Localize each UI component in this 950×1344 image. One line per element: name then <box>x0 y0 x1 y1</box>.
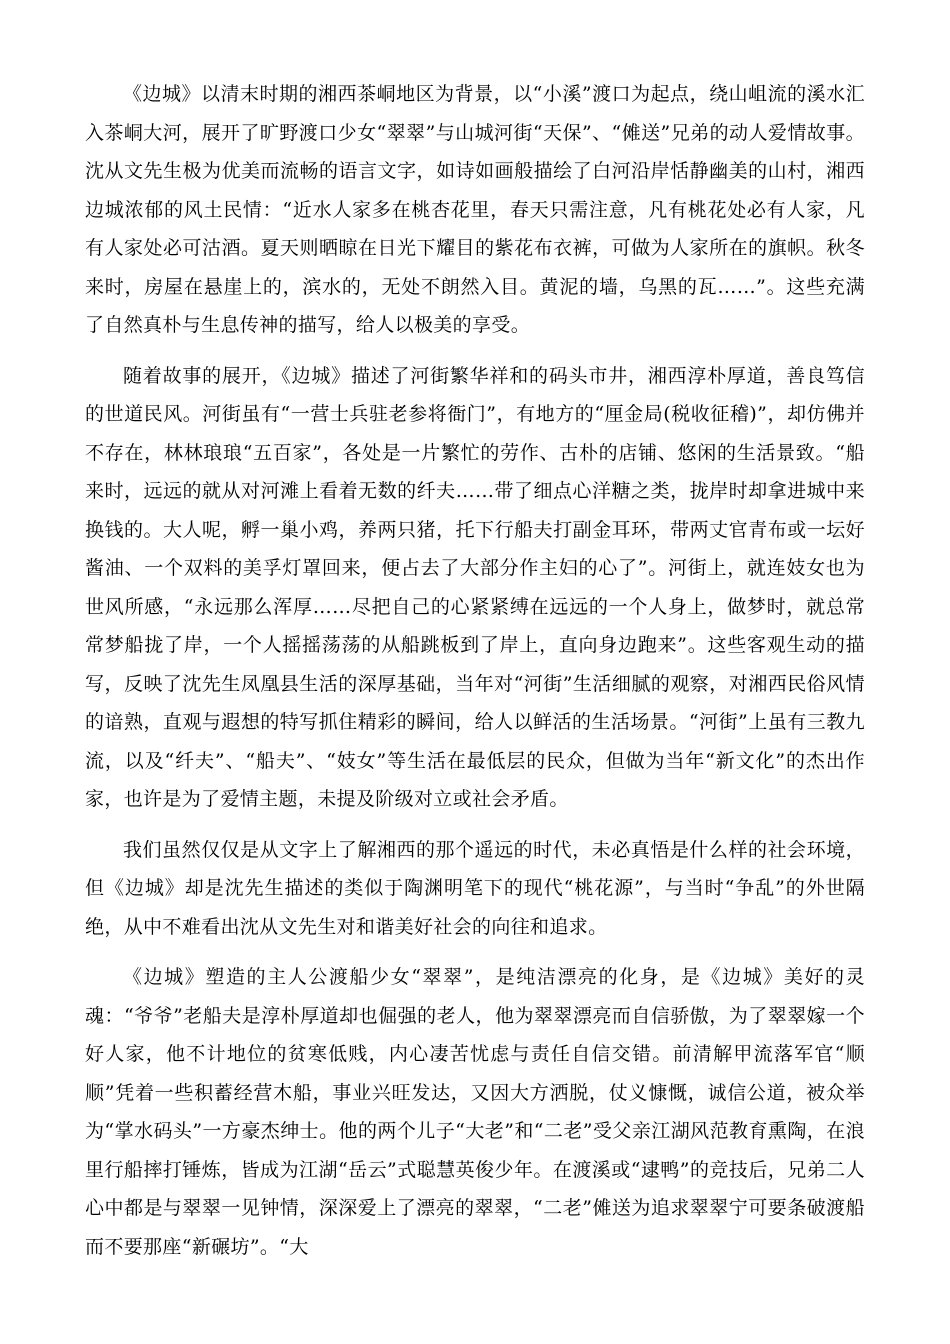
paragraph-characters: 《边城》塑造的主人公渡船少女“翠翠”，是纯洁漂亮的化身，是《边城》美好的灵魂：“爷爷”老船夫是淳朴厚道却也倔强的老人，他为翠翠漂亮而自信骄傲，为了翠翠嫁一个好人家，他不计地位的贫寒低贱，内心凄苦忧虑与责任自信交错。前清解甲流落军官“顺顺”凭着一些积蓄经营木船，事业兴旺发达，又因大方洒脱，仗义慷慨，诚信公道，被众举为“掌水码头”一方豪杰绅士。他的两个儿子“大老”和“二老”受父亲江湖风范教育熏陶，在浪里行船摔打锤炼，皆成为江湖“岳云”式聪慧英俊少年。在渡溪或“逮鸭”的竞技后，兄弟二人心中都是与翠翠一见钟情，深深爱上了漂亮的翠翠，“二老”傩送为追求翠翠宁可要条破渡船而不要那座“新碾坊”。“大 <box>85 966 865 1258</box>
paragraph-river-street: 随着故事的展开，《边城》描述了河街繁华祥和的码头市井，湘西淳朴厚道，善良笃信的世道民风。河街虽有“一营士兵驻老参将衙门”，有地方的“厘金局(税收征稽)”，却仿佛并不存在，林林琅琅“五百家”，各处是一片繁忙的劳作、古朴的店铺、悠闲的生活景致。“船来时，远远的就从对河滩上看着无数的纤夫……带了细点心洋糖之类，拢岸时却拿进城中来换钱的。大人呢，孵一巢小鸡，养两只猪，托下行船夫打副金耳环，带两丈官青布或一坛好酱油、一个双料的美孚灯罩回来，便占去了大部分作主妇的心了”。河街上，就连妓女也为世风所感，“永远那么浑厚……尽把自己的心紧紧缚在远远的一个人身上，做梦时，就总常常梦船拢了岸，一个人摇摇荡荡的从船跳板到了岸上，直向身边跑来”。这些客观生动的描写，反映了沈先生凤凰县生活的深厚基础，当年对“河街”生活细腻的观察，对湘西民俗风情的谙熟，直观与遐想的特写抓住精彩的瞬间，给人以鲜活的生活场景。“河街”上虽有三教九流，以及“纤夫”、“船夫”、“妓女”等生活在最低层的民众，但做为当年“新文化”的杰出作家，也许是为了爱情主题，未提及阶级对立或社会矛盾。 <box>85 364 865 810</box>
paragraph-peach-blossom: 我们虽然仅仅是从文字上了解湘西的那个遥远的时代，未必真悟是什么样的社会环境，但《边城》却是沈先生描述的类似于陶渊明笔下的现代“桃花源”，与当时“争乱”的外世隔绝，从中不难看出沈从文先生对和谐美好社会的向往和追求。 <box>85 838 865 938</box>
paragraph-setting: 《边城》以清末时期的湘西茶峒地区为背景，以“小溪”渡口为起点，绕山岨流的溪水汇入茶峒大河，展开了旷野渡口少女“翠翠”与山城河街“天保”、“傩送”兄弟的动人爱情故事。沈从文先生极为优美而流畅的语言文字，如诗如画般描绘了白河沿岸恬静幽美的山村，湘西边城浓郁的风土民情：“近水人家多在桃杏花里，春天只需注意，凡有桃花处必有人家，凡有人家处必可沽酒。夏天则晒晾在日光下耀目的紫花布衣裤，可做为人家所在的旗帜。秋冬来时，房屋在悬崖上的，滨水的，无处不朗然入目。黄泥的墙，乌黑的瓦……”。这些充满了自然真朴与生息传神的描写，给人以极美的享受。 <box>85 83 865 336</box>
document-page <box>85 75 865 1266</box>
